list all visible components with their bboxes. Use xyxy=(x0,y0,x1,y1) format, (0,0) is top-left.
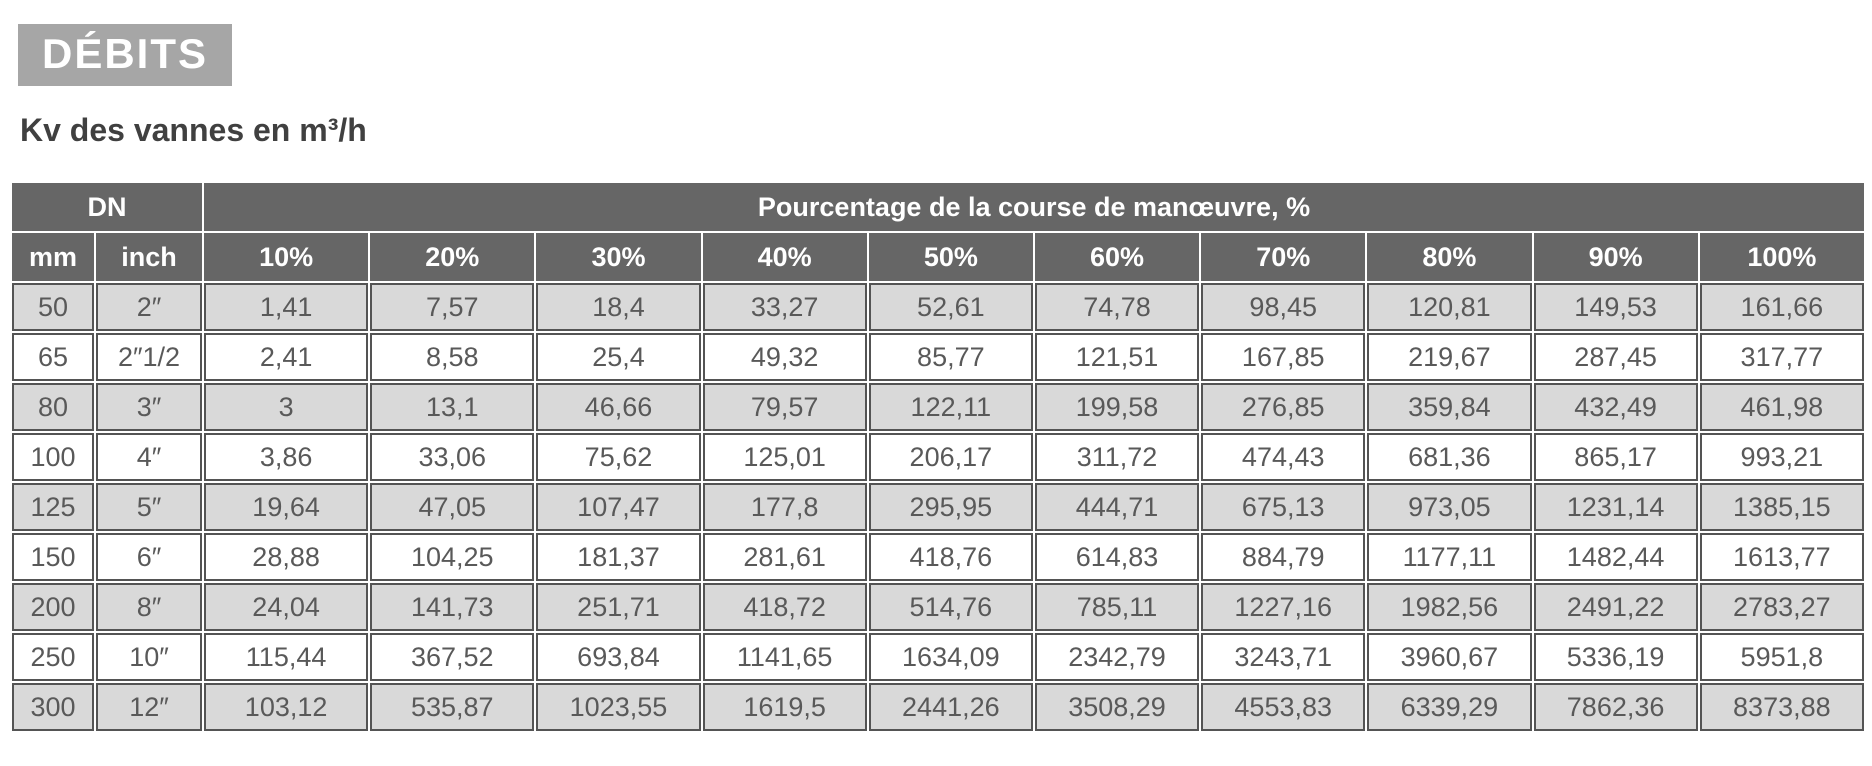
kv-value-cell: 295,95 xyxy=(869,483,1033,531)
kv-value-cell: 149,53 xyxy=(1534,283,1698,331)
section-badge: DÉBITS xyxy=(18,24,232,86)
kv-value-cell: 418,76 xyxy=(869,533,1033,581)
kv-value-cell: 1177,11 xyxy=(1367,533,1531,581)
col-header-70: 70% xyxy=(1201,233,1365,281)
table-row xyxy=(12,683,1864,731)
kv-value-cell: 1141,65 xyxy=(703,633,867,681)
table-row xyxy=(12,483,1864,531)
kv-value-cell: 614,83 xyxy=(1035,533,1199,581)
col-header-inch: inch xyxy=(96,233,202,281)
kv-value-cell: 2,41 xyxy=(204,333,368,381)
table-row xyxy=(12,433,1864,481)
percentage-group-header: Pourcentage de la course de manœuvre, % xyxy=(204,183,1864,231)
kv-value-cell: 444,71 xyxy=(1035,483,1199,531)
header-row-columns xyxy=(12,233,1864,281)
kv-value-cell: 1231,14 xyxy=(1534,483,1698,531)
dn-mm-cell: 250 xyxy=(12,633,94,681)
kv-value-cell: 675,13 xyxy=(1201,483,1365,531)
kv-value-cell: 19,64 xyxy=(204,483,368,531)
col-header-30: 30% xyxy=(536,233,700,281)
kv-value-cell: 79,57 xyxy=(703,383,867,431)
table-row xyxy=(12,633,1864,681)
kv-value-cell: 317,77 xyxy=(1700,333,1864,381)
kv-value-cell: 2491,22 xyxy=(1534,583,1698,631)
table-row xyxy=(12,383,1864,431)
kv-value-cell: 5336,19 xyxy=(1534,633,1698,681)
kv-value-cell: 49,32 xyxy=(703,333,867,381)
kv-value-cell: 2441,26 xyxy=(869,683,1033,731)
col-header-100: 100% xyxy=(1700,233,1864,281)
kv-value-cell: 287,45 xyxy=(1534,333,1698,381)
kv-value-cell: 5951,8 xyxy=(1700,633,1864,681)
kv-value-cell: 7862,36 xyxy=(1534,683,1698,731)
kv-value-cell: 33,27 xyxy=(703,283,867,331)
header-row-groups xyxy=(12,183,1864,231)
kv-value-cell: 418,72 xyxy=(703,583,867,631)
kv-value-cell: 46,66 xyxy=(536,383,700,431)
kv-value-cell: 103,12 xyxy=(204,683,368,731)
kv-value-cell: 8,58 xyxy=(370,333,534,381)
kv-value-cell: 13,1 xyxy=(370,383,534,431)
kv-value-cell: 75,62 xyxy=(536,433,700,481)
kv-value-cell: 3243,71 xyxy=(1201,633,1365,681)
kv-value-cell: 141,73 xyxy=(370,583,534,631)
col-header-mm: mm xyxy=(12,233,94,281)
kv-value-cell: 167,85 xyxy=(1201,333,1365,381)
kv-value-cell: 8373,88 xyxy=(1700,683,1864,731)
kv-value-cell: 3508,29 xyxy=(1035,683,1199,731)
kv-value-cell: 125,01 xyxy=(703,433,867,481)
kv-value-cell: 276,85 xyxy=(1201,383,1365,431)
kv-value-cell: 3960,67 xyxy=(1367,633,1531,681)
dn-inch-cell: 5″ xyxy=(96,483,202,531)
dn-inch-cell: 12″ xyxy=(96,683,202,731)
kv-value-cell: 281,61 xyxy=(703,533,867,581)
kv-value-cell: 122,11 xyxy=(869,383,1033,431)
kv-value-cell: 85,77 xyxy=(869,333,1033,381)
kv-value-cell: 199,58 xyxy=(1035,383,1199,431)
kv-value-cell: 177,8 xyxy=(703,483,867,531)
dn-inch-cell: 3″ xyxy=(96,383,202,431)
kv-value-cell: 535,87 xyxy=(370,683,534,731)
col-header-90: 90% xyxy=(1534,233,1698,281)
kv-value-cell: 865,17 xyxy=(1534,433,1698,481)
kv-value-cell: 993,21 xyxy=(1700,433,1864,481)
dn-inch-cell: 6″ xyxy=(96,533,202,581)
dn-mm-cell: 125 xyxy=(12,483,94,531)
kv-value-cell: 121,51 xyxy=(1035,333,1199,381)
kv-value-cell: 18,4 xyxy=(536,283,700,331)
dn-group-header: DN xyxy=(12,183,202,231)
col-header-20: 20% xyxy=(370,233,534,281)
table-row xyxy=(12,333,1864,381)
col-header-10: 10% xyxy=(204,233,368,281)
kv-value-cell: 52,61 xyxy=(869,283,1033,331)
kv-value-cell: 693,84 xyxy=(536,633,700,681)
kv-value-cell: 461,98 xyxy=(1700,383,1864,431)
kv-value-cell: 104,25 xyxy=(370,533,534,581)
kv-value-cell: 785,11 xyxy=(1035,583,1199,631)
kv-value-cell: 251,71 xyxy=(536,583,700,631)
kv-value-cell: 3,86 xyxy=(204,433,368,481)
col-header-50: 50% xyxy=(869,233,1033,281)
kv-table-head xyxy=(12,183,1864,281)
kv-value-cell: 1482,44 xyxy=(1534,533,1698,581)
kv-value-cell: 1,41 xyxy=(204,283,368,331)
kv-value-cell: 1385,15 xyxy=(1700,483,1864,531)
table-row xyxy=(12,583,1864,631)
kv-value-cell: 33,06 xyxy=(370,433,534,481)
dn-inch-cell: 2″1/2 xyxy=(96,333,202,381)
kv-value-cell: 25,4 xyxy=(536,333,700,381)
col-header-40: 40% xyxy=(703,233,867,281)
dn-mm-cell: 300 xyxy=(12,683,94,731)
col-header-60: 60% xyxy=(1035,233,1199,281)
table-row xyxy=(12,283,1864,331)
kv-value-cell: 6339,29 xyxy=(1367,683,1531,731)
dn-mm-cell: 80 xyxy=(12,383,94,431)
kv-value-cell: 2342,79 xyxy=(1035,633,1199,681)
kv-value-cell: 219,67 xyxy=(1367,333,1531,381)
kv-value-cell: 884,79 xyxy=(1201,533,1365,581)
kv-value-cell: 181,37 xyxy=(536,533,700,581)
page-subtitle: Kv des vannes en m³/h xyxy=(20,112,367,148)
kv-value-cell: 514,76 xyxy=(869,583,1033,631)
kv-value-cell: 2783,27 xyxy=(1700,583,1864,631)
kv-value-cell: 3 xyxy=(204,383,368,431)
dn-mm-cell: 200 xyxy=(12,583,94,631)
kv-value-cell: 1023,55 xyxy=(536,683,700,731)
kv-value-cell: 4553,83 xyxy=(1201,683,1365,731)
kv-value-cell: 107,47 xyxy=(536,483,700,531)
kv-value-cell: 1619,5 xyxy=(703,683,867,731)
dn-mm-cell: 50 xyxy=(12,283,94,331)
kv-value-cell: 74,78 xyxy=(1035,283,1199,331)
dn-inch-cell: 4″ xyxy=(96,433,202,481)
kv-value-cell: 1634,09 xyxy=(869,633,1033,681)
dn-inch-cell: 2″ xyxy=(96,283,202,331)
kv-value-cell: 973,05 xyxy=(1367,483,1531,531)
kv-table xyxy=(10,181,1866,733)
kv-value-cell: 98,45 xyxy=(1201,283,1365,331)
dn-mm-cell: 65 xyxy=(12,333,94,381)
kv-value-cell: 115,44 xyxy=(204,633,368,681)
kv-value-cell: 432,49 xyxy=(1534,383,1698,431)
table-row xyxy=(12,533,1864,581)
kv-value-cell: 24,04 xyxy=(204,583,368,631)
kv-value-cell: 474,43 xyxy=(1201,433,1365,481)
kv-value-cell: 47,05 xyxy=(370,483,534,531)
dn-inch-cell: 8″ xyxy=(96,583,202,631)
kv-table-body xyxy=(12,283,1864,731)
kv-value-cell: 206,17 xyxy=(869,433,1033,481)
kv-value-cell: 681,36 xyxy=(1367,433,1531,481)
kv-value-cell: 120,81 xyxy=(1367,283,1531,331)
kv-value-cell: 1982,56 xyxy=(1367,583,1531,631)
kv-value-cell: 311,72 xyxy=(1035,433,1199,481)
kv-value-cell: 1613,77 xyxy=(1700,533,1864,581)
dn-inch-cell: 10″ xyxy=(96,633,202,681)
col-header-80: 80% xyxy=(1367,233,1531,281)
dn-mm-cell: 100 xyxy=(12,433,94,481)
kv-value-cell: 367,52 xyxy=(370,633,534,681)
kv-value-cell: 7,57 xyxy=(370,283,534,331)
kv-value-cell: 1227,16 xyxy=(1201,583,1365,631)
kv-value-cell: 359,84 xyxy=(1367,383,1531,431)
kv-value-cell: 28,88 xyxy=(204,533,368,581)
kv-value-cell: 161,66 xyxy=(1700,283,1864,331)
dn-mm-cell: 150 xyxy=(12,533,94,581)
